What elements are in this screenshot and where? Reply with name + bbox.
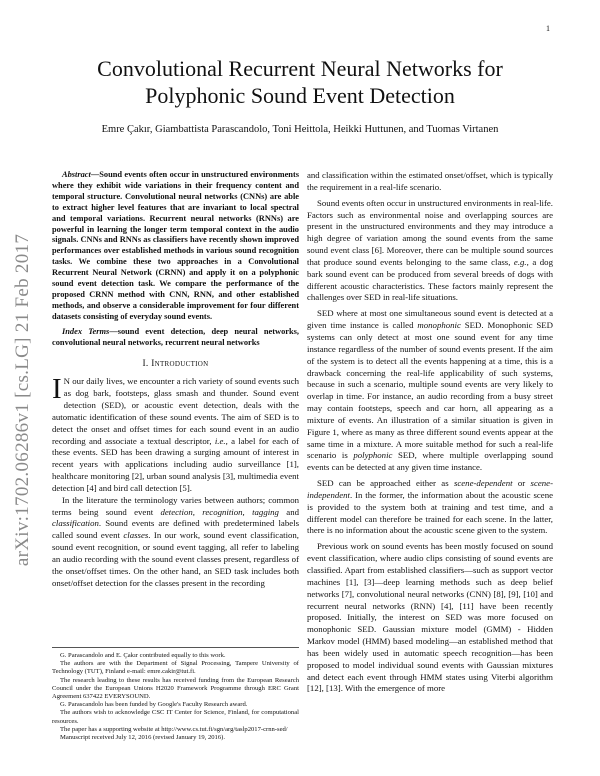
right-p3-text-b: SED. Monophonic SED systems can only detect at most one sound event for any time instance regardless of the number of sound events present. If the aim of the system is to detect all the events happening at a time, this is a drawback concerning the real-life applicability of such systems, because in such a scenario, multiple sound events are very likely to overlap in time. For instance, an audio recording from a busy street may contain footsteps, speech and car horn, all appearing as a mixture of events. An illustration of a similar situation is given in Figure 1, where as many as three different sound events appear at the same time in a mixture. A more suitable method for such a real-life scenario is	[307, 320, 553, 461]
right-paragraph-1: and classification within the estimated onset/offset, which is typically the requirement in a real-life scenario.	[307, 170, 553, 192]
term-detection: detection	[160, 506, 193, 517]
right-p4-text-c: . In the former, the information about the acoustic scene is provided to the system both at training and test time, and a different model can therefore be trained for each scene. In the latter, there is no information about the acoustic scene given to the system.	[307, 489, 553, 536]
footnote: The paper has a supporting website at http://www.cs.tut.fi/sgn/arg/taslp2017-crnn-sed/	[60, 725, 288, 733]
term-classes: classes	[123, 530, 149, 541]
intro-p2-text-d: and	[278, 506, 300, 517]
index-terms-label: Index Terms	[62, 326, 110, 336]
term-monophonic: monophonic	[417, 320, 461, 331]
title-line-2: Polyphonic Sound Event Detection	[145, 83, 455, 108]
index-terms	[52, 327, 299, 349]
paper-title	[60, 55, 540, 109]
intro-p1-ie: i.e.	[214, 435, 226, 446]
intro-p2-text-e: . Sound events are defined with predetermined labels called sound event	[52, 518, 299, 541]
right-p2-rest: , a dog bark sound event can be produced from several breeds of dogs with different acoustic characteristics. These factors mainly represent the challenges over SED in real-life situations.	[307, 256, 553, 303]
right-p4-text-b: or	[512, 478, 531, 489]
abstract-label: Abstract	[62, 170, 91, 179]
term-recognition: recognition	[202, 506, 243, 517]
term-classification: classification	[52, 518, 99, 529]
footnotes	[52, 647, 299, 742]
title-line-1: Convolutional Recurrent Neural Networks for	[97, 56, 503, 81]
right-paragraph-2	[307, 198, 553, 305]
arxiv-stamp	[8, 210, 38, 590]
footnote: The research leading to these results has received funding from the European Research Council under the European Unions H2020 Framework Programme through ERC Grant Agreement 637422 EVERYSOUND.	[52, 676, 299, 701]
left-column	[52, 170, 299, 590]
right-column	[307, 170, 553, 695]
drop-cap: I	[52, 373, 62, 406]
footnote: The authors wish to acknowledge CSC IT Center for Science, Finland, for computational resources.	[52, 709, 299, 725]
intro-p2-text-b: ,	[192, 506, 203, 517]
term-scene-independent: scene-independent	[307, 478, 553, 500]
intro-p1-rest: , a label for each of these events. SED has been drawing a surging amount of interest in recent years with applications including audio surveillance [1], healthcare monitoring [2], urban sound analysis [3], multimedia event detection [4] and bird call detection [5].	[52, 435, 299, 493]
intro-p1-text: N our daily lives, we encounter a rich variety of sound events such as dog bark, footsteps, glass smash and thunder. Sound event detection (SED), or acoustic event detection, deals with the automatic identification of these sound events. The aim of SED is to detect the onset and offset times for each sound event in an audio recording and associate a textual descriptor,	[52, 376, 299, 446]
right-p4-text-a: SED can be approached either as	[317, 478, 454, 489]
intro-paragraph-1	[52, 373, 299, 494]
footnote: Manuscript received July 12, 2016 (revised January 19, 2016).	[60, 734, 225, 742]
arxiv-stamp-text: arXiv:1702.06286v1 [cs.LG] 21 Feb 2017	[12, 233, 33, 567]
right-p2-text: Sound events often occur in unstructured environments in real-life. Factors such as environmental noise and overlapping sources are present in the unstructured environments and they may introduce a high degree of variation among the sound events from the same sound event class [6]. Moreover, there can be multiple sound sources that produce sound events belonging to the same class,	[307, 197, 553, 267]
right-p3-text-c: SED, where multiple overlapping sound events can be detected at any given time instance.	[307, 450, 553, 473]
right-paragraph-5: Previous work on sound events has been mostly focused on sound event classification, where audio clips consisting of sound events are classified. Apart from established classifiers—such as support vector machines [1], [3]—deep learning methods such as deep belief networks [7], convolutional neural networks (CNN) [8], [9], [10] and recurrent neural networks (RNN) [4], [11] have been recently proposed. Initially, the interest on SED was more focused on monophonic SED. Gaussian mixture model (GMM) - Hidden Markov model (HMM) based modeling—an established method that has been widely used in automatic speech recognition—has been proposed to model individual sound events with Gaussian mixtures and detect each event through HMM states using Viterbi algorithm [12], [13]. With the emergence of more	[307, 541, 553, 694]
right-paragraph-4	[307, 478, 553, 537]
page-number: 1	[546, 24, 550, 33]
right-p3-text-a: SED where at most one simultaneous sound event is detected at a given time instance is called	[307, 308, 553, 331]
right-p2-eg: e.g.	[513, 256, 527, 267]
section-heading-introduction: I. Introduction	[142, 358, 209, 369]
term-tagging: tagging	[252, 506, 279, 517]
intro-p2-text-a: In the literature the terminology varies between authors; common terms being sound event	[52, 494, 299, 517]
right-paragraph-3	[307, 308, 553, 474]
index-terms-text: —sound event detection, deep neural networks, convolutional neural networks, recurrent neural networks	[52, 326, 299, 347]
abstract-text: —Sound events often occur in unstructured environments where they exhibit wide variations in their frequency content and temporal structure. Convolutional neural networks (CNNs) are able to extract higher level features that are invariant to local spectral and temporal variations. Recurrent neural networks (RNNs) are powerful in learning the longer term temporal context in the audio signals. CNNs and RNNs as classifiers have recently shown improved performances over established methods in various sound recognition tasks. We combine these two approaches in a Convolutional Recurrent Neural Network (CRNN) and apply it on a polyphonic sound event detection task. We compare the performance of the proposed CRNN method with CNN, RNN, and other established methods, and observe a considerable improvement for four different datasets consisting of everyday sound events.	[52, 170, 299, 321]
author-list: Emre Çakır, Giambattista Parascandolo, Toni Heittola, Heikki Huttunen, and Tuomas Virtanen	[101, 124, 499, 135]
footnote: The authors are with the Department of Signal Processing, Tampere University of Technology (TUT), Finland e-mail: emre.cakir@tut.fi.	[52, 660, 299, 676]
footnote: G. Parascandolo and E. Çakır contributed equally to this work.	[60, 652, 226, 659]
intro-p2-text-f: . In our work, sound event classification, sound event recognition, or sound event tagging, all refer to labeling an audio recording with the sound event classes present, regardless of the onset/offset times. On the other hand, an SED task includes both onset/offset detection for the classes present in the recording	[52, 530, 300, 588]
intro-paragraph-2	[52, 495, 299, 590]
footnote: G. Parascandolo has been funded by Google's Faculty Research award.	[60, 701, 248, 709]
abstract	[52, 170, 299, 323]
term-scene-dependent: scene-dependent	[453, 478, 513, 489]
term-polyphonic: polyphonic	[353, 450, 393, 461]
intro-p2-text-c: ,	[242, 506, 253, 517]
